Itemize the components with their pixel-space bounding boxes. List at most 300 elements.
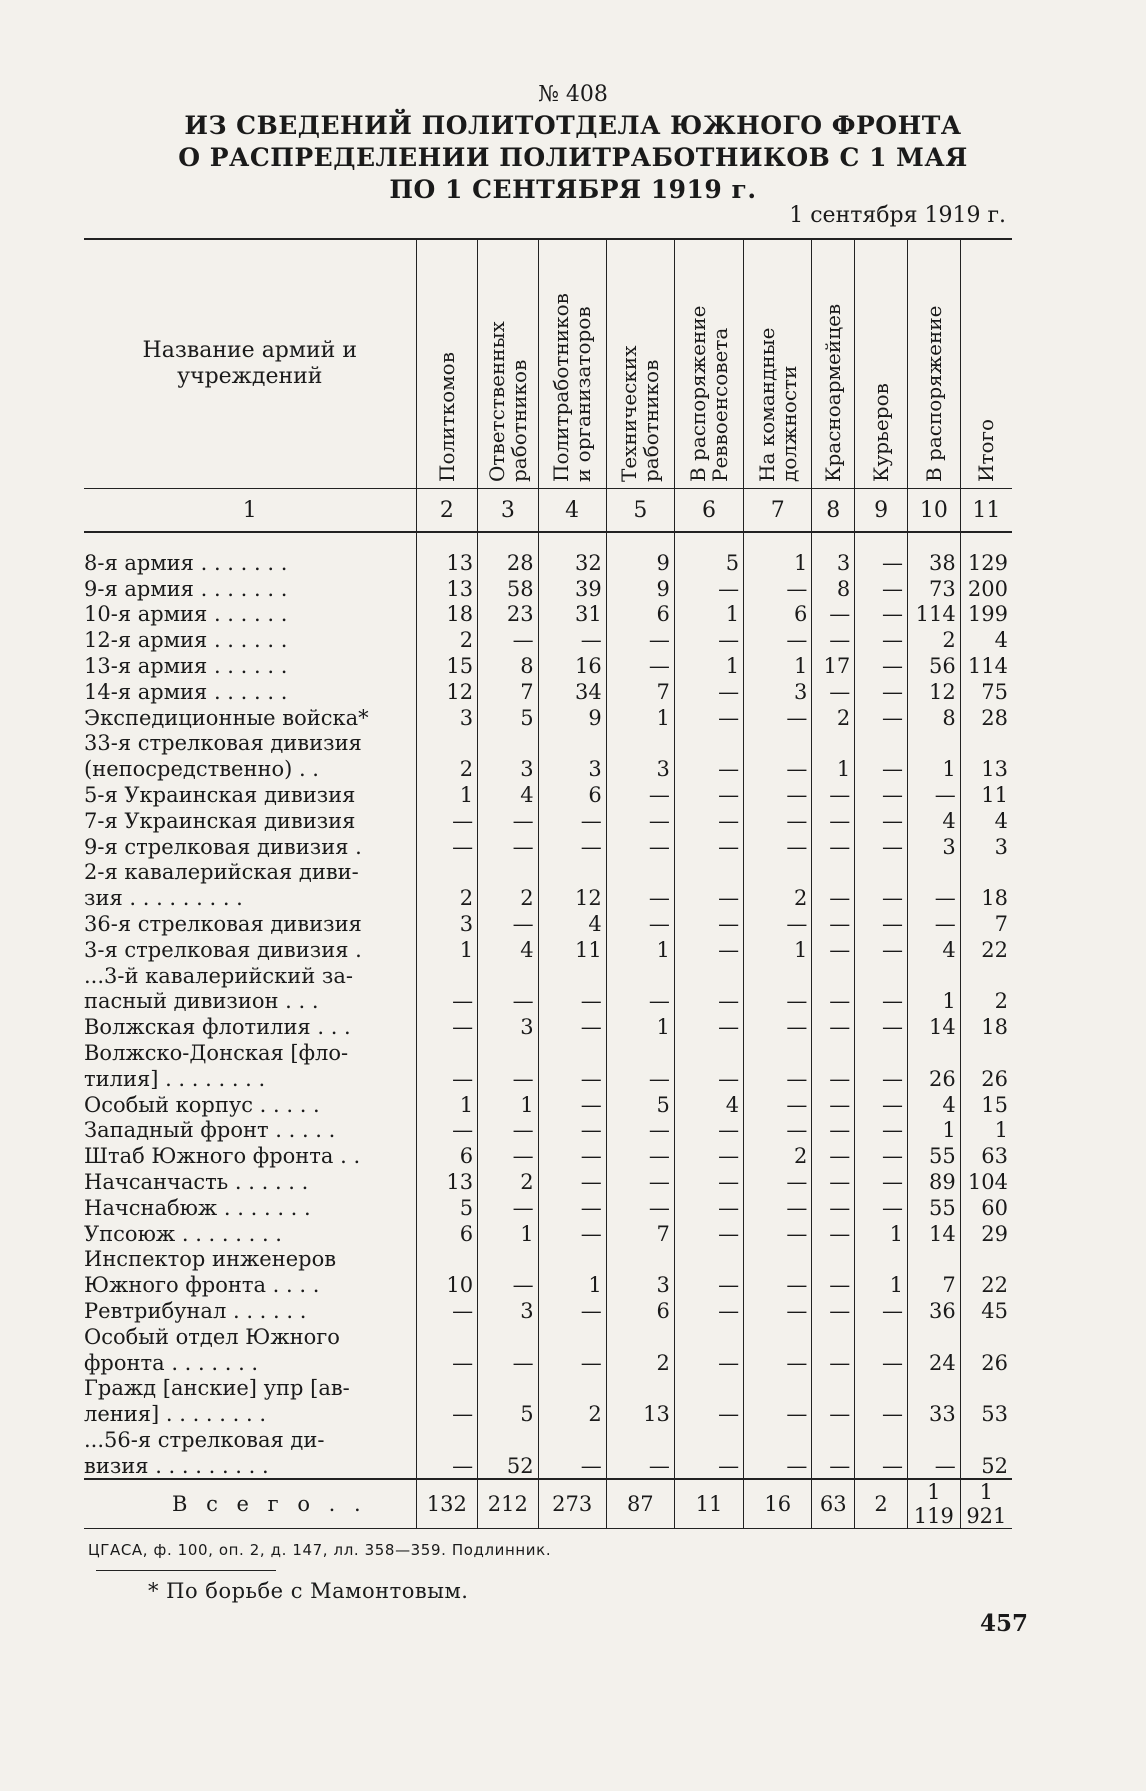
table-cell: — xyxy=(674,626,743,652)
table-cell xyxy=(416,1426,478,1452)
footnote-rule xyxy=(96,1570,276,1571)
table-cell: 6 xyxy=(606,601,674,627)
table-cell xyxy=(538,1246,606,1272)
table-cell xyxy=(674,1323,743,1349)
document-title xyxy=(0,110,1146,206)
column-number: 11 xyxy=(960,489,1012,533)
table-cell: — xyxy=(478,1065,538,1091)
table-cell xyxy=(812,1426,855,1452)
column-header xyxy=(478,239,538,489)
table-cell: 6 xyxy=(606,1297,674,1323)
table-cell: — xyxy=(538,1220,606,1246)
column-header-label xyxy=(975,246,997,482)
table-cell: — xyxy=(744,988,812,1014)
table-cell: — xyxy=(538,1194,606,1220)
table-cell: — xyxy=(744,704,812,730)
table-cell: — xyxy=(674,1117,743,1143)
table-cell: — xyxy=(606,1142,674,1168)
table-cell xyxy=(478,962,538,988)
table-cell: 4 xyxy=(907,936,960,962)
table-cell: 12 xyxy=(907,678,960,704)
column-header xyxy=(812,239,855,489)
table-cell xyxy=(812,1246,855,1272)
table-cell: — xyxy=(674,884,743,910)
table-cell: — xyxy=(606,807,674,833)
table-cell: — xyxy=(855,1091,908,1117)
table-cell: 2 xyxy=(606,1349,674,1375)
row-label: Особый отдел Южного xyxy=(84,1324,340,1349)
table-cell: 1 xyxy=(416,1091,478,1117)
table-cell xyxy=(478,1039,538,1065)
table-cell xyxy=(674,1039,743,1065)
table-cell: 1 xyxy=(855,1271,908,1297)
table-cell: 39 xyxy=(538,575,606,601)
table-cell: — xyxy=(855,988,908,1014)
table-cell: — xyxy=(855,884,908,910)
table-cell: — xyxy=(812,1013,855,1039)
row-label: пасный дивизион . . . xyxy=(84,989,319,1014)
table-row xyxy=(84,1323,1012,1349)
title-line: ПО 1 СЕНТЯБРЯ 1919 г. xyxy=(389,175,757,204)
table-cell: — xyxy=(812,807,855,833)
row-label: Особый корпус . . . . . xyxy=(84,1092,320,1117)
table-cell: 3 xyxy=(478,1297,538,1323)
table-cell: 14 xyxy=(907,1013,960,1039)
table-row xyxy=(84,549,1012,575)
table-cell: 5 xyxy=(606,1091,674,1117)
table-cell: 13 xyxy=(416,1168,478,1194)
table-cell xyxy=(416,859,478,885)
total-cell: 273 xyxy=(538,1479,606,1529)
spacer-cell xyxy=(674,532,743,549)
table-row xyxy=(84,1452,1012,1479)
column-header xyxy=(416,239,478,489)
page-number: 457 xyxy=(980,1610,1029,1637)
column-number: 2 xyxy=(416,489,478,533)
table-cell xyxy=(812,730,855,756)
table-cell: — xyxy=(744,1297,812,1323)
table-cell xyxy=(606,1246,674,1272)
table-cell xyxy=(907,962,960,988)
column-number: 3 xyxy=(478,489,538,533)
table-cell: 3 xyxy=(606,755,674,781)
table-cell: — xyxy=(674,1142,743,1168)
table-cell: 13 xyxy=(416,549,478,575)
spacer-cell xyxy=(538,532,606,549)
column-header-name: Название армий и учреждений xyxy=(84,239,416,489)
table-cell: 3 xyxy=(478,755,538,781)
table-cell: 26 xyxy=(907,1065,960,1091)
column-header-label xyxy=(436,246,458,482)
table-cell: 7 xyxy=(606,1220,674,1246)
table-cell xyxy=(855,1426,908,1452)
table-cell: — xyxy=(538,1452,606,1479)
column-number: 5 xyxy=(606,489,674,533)
table-cell: — xyxy=(744,1194,812,1220)
table-cell xyxy=(907,1375,960,1401)
table-cell: 11 xyxy=(960,781,1012,807)
spacer-cell xyxy=(478,532,538,549)
table-cell: — xyxy=(812,1194,855,1220)
column-header-line: В распоряжение xyxy=(686,305,711,482)
archive-source: ЦГАСА, ф. 100, оп. 2, д. 147, лл. 358—359. Подлинник. xyxy=(88,1541,552,1559)
table-cell: 15 xyxy=(960,1091,1012,1117)
table-cell: 33 xyxy=(907,1400,960,1426)
table-cell xyxy=(416,730,478,756)
row-label: Ревтрибунал . . . . . . xyxy=(84,1298,307,1323)
row-label: Начсанчасть . . . . . . xyxy=(84,1169,309,1194)
table-cell: — xyxy=(855,575,908,601)
spacer-cell xyxy=(960,532,1012,549)
table-cell: 17 xyxy=(812,652,855,678)
table-cell xyxy=(416,1246,478,1272)
table-cell: 2 xyxy=(744,884,812,910)
table-cell: 1 xyxy=(744,549,812,575)
table-cell: — xyxy=(812,781,855,807)
table-cell: — xyxy=(812,1271,855,1297)
table-cell: 22 xyxy=(960,1271,1012,1297)
table-cell: — xyxy=(812,1117,855,1143)
table-cell: — xyxy=(478,1349,538,1375)
table-cell: — xyxy=(538,1297,606,1323)
table-cell xyxy=(606,1426,674,1452)
row-label: фронта . . . . . . . xyxy=(84,1350,259,1375)
table-cell: — xyxy=(855,1013,908,1039)
table-cell: 9 xyxy=(606,549,674,575)
table-cell: — xyxy=(416,1349,478,1375)
table-cell xyxy=(478,1323,538,1349)
table-row xyxy=(84,988,1012,1014)
column-header-label xyxy=(618,246,662,482)
table-cell: 199 xyxy=(960,601,1012,627)
table-cell: — xyxy=(674,807,743,833)
row-label: Упсоюж . . . . . . . . xyxy=(84,1221,282,1246)
table-cell: 52 xyxy=(478,1452,538,1479)
footnote: * По борьбе с Мамонтовым. xyxy=(148,1579,469,1603)
total-cell: 1 119 xyxy=(907,1479,960,1529)
table-cell: 104 xyxy=(960,1168,1012,1194)
table-cell xyxy=(960,730,1012,756)
table-cell xyxy=(538,1375,606,1401)
table-cell xyxy=(606,1323,674,1349)
table-cell: — xyxy=(538,1013,606,1039)
column-header-line: работников xyxy=(639,359,664,482)
table-cell xyxy=(538,730,606,756)
table-cell: — xyxy=(855,1142,908,1168)
column-number: 4 xyxy=(538,489,606,533)
title-line: О РАСПРЕДЕЛЕНИИ ПОЛИТРАБОТНИКОВ С 1 МАЯ xyxy=(178,143,968,172)
table-row xyxy=(84,884,1012,910)
table-cell: — xyxy=(855,936,908,962)
table-row xyxy=(84,1375,1012,1401)
table-cell xyxy=(538,1039,606,1065)
table-cell: 6 xyxy=(744,601,812,627)
table-cell: — xyxy=(812,910,855,936)
total-label: В с е г о . . xyxy=(84,1479,416,1529)
table-cell: 55 xyxy=(907,1142,960,1168)
column-number-row xyxy=(84,489,1012,533)
table-header-row xyxy=(84,239,1012,489)
table-cell xyxy=(907,1323,960,1349)
table-cell: — xyxy=(855,549,908,575)
column-header-label xyxy=(923,246,945,482)
table-cell: — xyxy=(606,626,674,652)
table-cell: — xyxy=(538,1168,606,1194)
table-cell: 4 xyxy=(907,1091,960,1117)
table-cell xyxy=(606,962,674,988)
table-cell: — xyxy=(744,1117,812,1143)
row-label: ...56-я стрелковая ди- xyxy=(84,1427,325,1452)
table-cell xyxy=(538,859,606,885)
total-cell: 11 xyxy=(674,1479,743,1529)
table-cell: — xyxy=(812,626,855,652)
table-cell: — xyxy=(606,1117,674,1143)
table-cell: 12 xyxy=(416,678,478,704)
column-number: 8 xyxy=(812,489,855,533)
table-cell: 18 xyxy=(416,601,478,627)
table-cell: — xyxy=(855,704,908,730)
row-label: Южного фронта . . . . xyxy=(84,1273,320,1298)
table-cell: — xyxy=(538,626,606,652)
table-cell: — xyxy=(812,1349,855,1375)
column-header-line: Курьеров xyxy=(869,383,894,482)
table-cell: 3 xyxy=(416,704,478,730)
table-row xyxy=(84,1297,1012,1323)
table-cell: 200 xyxy=(960,575,1012,601)
table-cell: 3 xyxy=(606,1271,674,1297)
table-cell: 4 xyxy=(907,807,960,833)
table-cell: 5 xyxy=(478,1400,538,1426)
table-cell: — xyxy=(855,1452,908,1479)
table-cell: 75 xyxy=(960,678,1012,704)
table-cell xyxy=(478,1426,538,1452)
table-cell xyxy=(960,1039,1012,1065)
table-cell: — xyxy=(744,910,812,936)
row-label: 7-я Украинская дивизия xyxy=(84,808,356,833)
table-cell xyxy=(744,859,812,885)
table-cell xyxy=(744,1246,812,1272)
table-row xyxy=(84,1246,1012,1272)
table-row xyxy=(84,1400,1012,1426)
table-cell: 1 xyxy=(606,936,674,962)
table-cell: — xyxy=(478,1117,538,1143)
table-cell: 12 xyxy=(538,884,606,910)
table-cell: — xyxy=(674,1168,743,1194)
table-cell: — xyxy=(538,1117,606,1143)
table-cell: 4 xyxy=(674,1091,743,1117)
table-cell: 114 xyxy=(960,652,1012,678)
row-label: визия . . . . . . . . . xyxy=(84,1453,269,1478)
table-cell: — xyxy=(416,1013,478,1039)
table-cell: — xyxy=(674,704,743,730)
table-cell: — xyxy=(855,833,908,859)
column-header-line: должности xyxy=(776,365,801,482)
table-cell xyxy=(960,1375,1012,1401)
table-cell: — xyxy=(606,988,674,1014)
table-row xyxy=(84,1117,1012,1143)
table-cell: — xyxy=(907,781,960,807)
table-cell xyxy=(606,859,674,885)
column-header xyxy=(674,239,743,489)
table-cell: 28 xyxy=(478,549,538,575)
table-cell: 1 xyxy=(416,936,478,962)
table-cell: 3 xyxy=(907,833,960,859)
table-row xyxy=(84,626,1012,652)
table-cell: 1 xyxy=(855,1220,908,1246)
table-row xyxy=(84,1194,1012,1220)
table-cell: 2 xyxy=(416,755,478,781)
table-cell: — xyxy=(416,1400,478,1426)
table-cell: 9 xyxy=(606,575,674,601)
table-row xyxy=(84,1349,1012,1375)
row-label: 12-я армия . . . . . . xyxy=(84,628,288,653)
column-header-label xyxy=(550,246,594,482)
table-cell: 5 xyxy=(478,704,538,730)
table-cell: — xyxy=(855,626,908,652)
table-cell xyxy=(907,1246,960,1272)
table-cell: — xyxy=(606,652,674,678)
table-cell xyxy=(674,1375,743,1401)
row-label: 8-я армия . . . . . . . xyxy=(84,550,288,575)
table-cell: — xyxy=(478,1142,538,1168)
column-header xyxy=(960,239,1012,489)
row-label: 2-я кавалерийская диви- xyxy=(84,860,359,885)
table-cell: — xyxy=(744,626,812,652)
table-row xyxy=(84,1065,1012,1091)
table-row xyxy=(84,1013,1012,1039)
column-header xyxy=(907,239,960,489)
table-cell xyxy=(744,1426,812,1452)
table-cell xyxy=(812,1039,855,1065)
table-cell: — xyxy=(478,807,538,833)
table-cell: 56 xyxy=(907,652,960,678)
table-cell: — xyxy=(812,936,855,962)
table-cell: — xyxy=(674,1194,743,1220)
table-cell: — xyxy=(855,781,908,807)
table-cell: 15 xyxy=(416,652,478,678)
table-cell: — xyxy=(744,755,812,781)
table-cell: — xyxy=(812,678,855,704)
table-cell xyxy=(416,962,478,988)
table-cell: — xyxy=(538,833,606,859)
row-label: Волжская флотилия . . . xyxy=(84,1015,351,1040)
table-cell: 1 xyxy=(416,781,478,807)
table-cell: 34 xyxy=(538,678,606,704)
table-cell xyxy=(855,1246,908,1272)
table-cell: 58 xyxy=(478,575,538,601)
row-label: Западный фронт . . . . . xyxy=(84,1118,336,1143)
table-cell: 1 xyxy=(907,988,960,1014)
row-label: 5-я Украинская дивизия xyxy=(84,782,356,807)
table-cell xyxy=(907,730,960,756)
column-header xyxy=(855,239,908,489)
table-cell: — xyxy=(674,1452,743,1479)
table-cell: 26 xyxy=(960,1349,1012,1375)
total-cell: 1 921 xyxy=(960,1479,1012,1529)
table-cell: — xyxy=(812,833,855,859)
table-cell: — xyxy=(538,1349,606,1375)
row-label: зия . . . . . . . . . xyxy=(84,886,243,911)
table-cell: — xyxy=(416,1297,478,1323)
table-cell: 73 xyxy=(907,575,960,601)
column-header-line: Реввоенсовета xyxy=(708,327,733,482)
table-cell: 5 xyxy=(416,1194,478,1220)
table-cell: 4 xyxy=(960,626,1012,652)
table-cell xyxy=(674,730,743,756)
table-cell: 18 xyxy=(960,884,1012,910)
table-cell xyxy=(812,1375,855,1401)
row-label: 9-я армия . . . . . . . xyxy=(84,576,288,601)
table-cell: — xyxy=(538,1065,606,1091)
column-header xyxy=(744,239,812,489)
distribution-table xyxy=(84,238,1012,1529)
table-cell: — xyxy=(674,1271,743,1297)
column-number: 9 xyxy=(855,489,908,533)
column-header-line: Итого xyxy=(974,418,999,482)
table-cell: 45 xyxy=(960,1297,1012,1323)
table-cell: — xyxy=(674,1400,743,1426)
table-cell: — xyxy=(855,1168,908,1194)
table-row xyxy=(84,1168,1012,1194)
table-cell xyxy=(416,1323,478,1349)
table-cell: — xyxy=(812,988,855,1014)
table-cell: 55 xyxy=(907,1194,960,1220)
table-row xyxy=(84,704,1012,730)
table-cell: 52 xyxy=(960,1452,1012,1479)
table-row xyxy=(84,652,1012,678)
table-cell: 8 xyxy=(478,652,538,678)
row-label: Инспектор инженеров xyxy=(84,1247,337,1272)
row-label: Экспедиционные войска* xyxy=(84,705,369,730)
table-cell: — xyxy=(855,1297,908,1323)
table-row xyxy=(84,1220,1012,1246)
row-label: Гражд [анские] упр [ав- xyxy=(84,1376,350,1401)
table-cell: — xyxy=(538,1091,606,1117)
table-cell: — xyxy=(538,1142,606,1168)
table-cell: 3 xyxy=(478,1013,538,1039)
table-cell: — xyxy=(606,1168,674,1194)
row-label: Начснабюж . . . . . . . xyxy=(84,1195,311,1220)
table-cell: — xyxy=(606,781,674,807)
table-cell: — xyxy=(416,988,478,1014)
table-cell: — xyxy=(674,833,743,859)
spacer-cell xyxy=(606,532,674,549)
table-cell xyxy=(907,859,960,885)
table-cell: 3 xyxy=(416,910,478,936)
table-cell: — xyxy=(744,1271,812,1297)
document-date: 1 сентября 1919 г. xyxy=(789,203,1006,228)
table-cell xyxy=(744,1039,812,1065)
table-cell: 22 xyxy=(960,936,1012,962)
table-row xyxy=(84,1091,1012,1117)
table-cell: 1 xyxy=(812,755,855,781)
table-cell: 4 xyxy=(960,807,1012,833)
table-cell: — xyxy=(744,807,812,833)
table-row xyxy=(84,678,1012,704)
table-cell xyxy=(478,1246,538,1272)
table-cell: — xyxy=(812,1065,855,1091)
column-header-label xyxy=(870,246,892,482)
row-label: Волжско-Донская [фло- xyxy=(84,1040,349,1065)
table-cell: 4 xyxy=(478,781,538,807)
table-cell: — xyxy=(812,1168,855,1194)
table-cell: — xyxy=(538,807,606,833)
table-cell: — xyxy=(478,833,538,859)
table-row xyxy=(84,730,1012,756)
table-cell: 63 xyxy=(960,1142,1012,1168)
table-cell: — xyxy=(674,988,743,1014)
table-cell: — xyxy=(674,1349,743,1375)
